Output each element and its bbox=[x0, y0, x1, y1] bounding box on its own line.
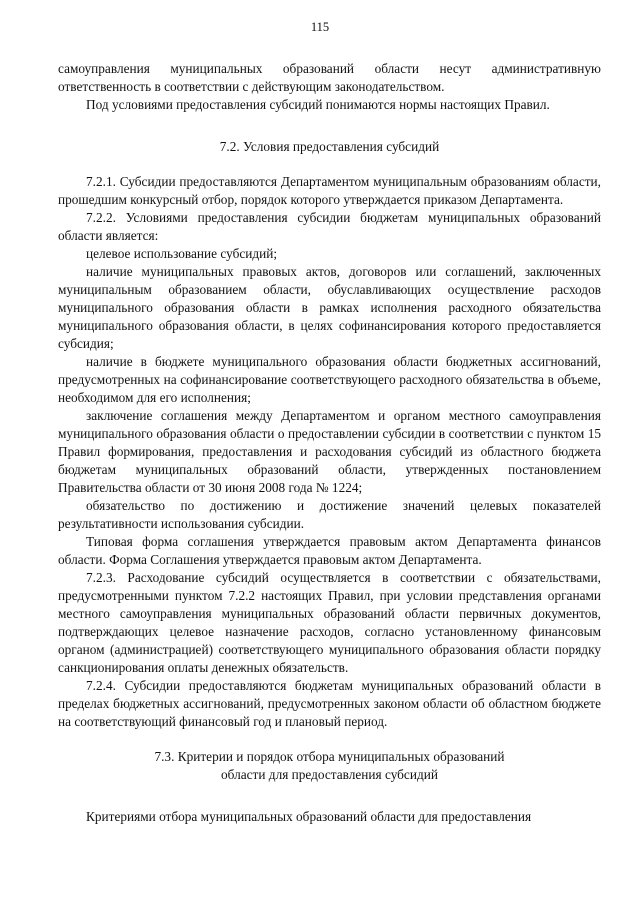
section-heading-7-2: 7.2. Условия предоставления субсидий bbox=[219, 139, 440, 154]
condition-item: наличие в бюджете муниципального образования области бюджетных ассигнований, предусмотренных на софинансирование соответствующего расходного обязательства в объеме, необходимом для его исполнения; bbox=[58, 354, 601, 405]
condition-item: целевое использование субсидий; bbox=[86, 246, 278, 261]
paragraph-7-2-3: 7.2.3. Расходование субсидий осуществляется в соответствии с обязательствами, предусмотренными пунктом 7.2.2 настоящих Правил, при условии представления органами местного самоуправления муниципальных образований области первичных документов, подтверждающих целевое назначение расходов, согласно установленному финансовым органом (администрацией) соответствующего муниципального образования области порядку санкционирования оплаты денежных обязательств. bbox=[58, 570, 601, 675]
section-heading-7-3 bbox=[58, 748, 601, 784]
section-heading-7-3-line1: 7.3. Критерии и порядок отбора муниципальных образований bbox=[154, 749, 505, 764]
condition-item: обязательство по достижению и достижение значений целевых показателей результативности использования субсидии. bbox=[58, 498, 601, 531]
condition-item: заключение соглашения между Департаментом и органом местного самоуправления муниципального образования области о предоставлении субсидии в соответствии с пунктом 15 Правил формирования, предоставления и расходования субсидий из областного бюджета бюджетам муниципальных образований области, утвержденных постановлением Правительства области от 30 июня 2008 года № 1224; bbox=[58, 408, 601, 495]
paragraph-7-2-2: 7.2.2. Условиями предоставления субсидии бюджетам муниципальных образований области является: bbox=[58, 210, 601, 243]
paragraph-continuation: самоуправления муниципальных образований области несут административную ответственность в соответствии с действующим законодательством. bbox=[58, 61, 601, 94]
condition-item: наличие муниципальных правовых актов, договоров или соглашений, заключенных муниципальным образованием области, обуславливающих осуществление расходов муниципального образования области в рамках исполнения расходного обязательства муниципального образования области, в целях софинансирования которого предоставляется субсидия; bbox=[58, 264, 601, 351]
document-body bbox=[58, 60, 601, 826]
paragraph-selection-criteria: Критериями отбора муниципальных образований области для предоставления bbox=[86, 809, 532, 824]
paragraph-7-2-1: 7.2.1. Субсидии предоставляются Департаментом муниципальным образованиям области, прошедшим конкурсный отбор, порядок которого утверждается приказом Департамента. bbox=[58, 174, 601, 207]
section-heading-7-3-line2: области для предоставления субсидий bbox=[221, 767, 438, 782]
paragraph-typical-form: Типовая форма соглашения утверждается правовым актом Департамента финансов области. Форма Соглашения утверждается правовым актом Департамента. bbox=[58, 534, 601, 567]
paragraph-7-2-4: 7.2.4. Субсидии предоставляются бюджетам муниципальных образований области в пределах бюджетных ассигнований, предусмотренных законом области об областном бюджете на соответствующий финансовый год и плановый период. bbox=[58, 678, 601, 729]
paragraph-conditions-definition: Под условиями предоставления субсидий понимаются нормы настоящих Правил. bbox=[86, 97, 550, 112]
page-number: 115 bbox=[310, 20, 330, 34]
